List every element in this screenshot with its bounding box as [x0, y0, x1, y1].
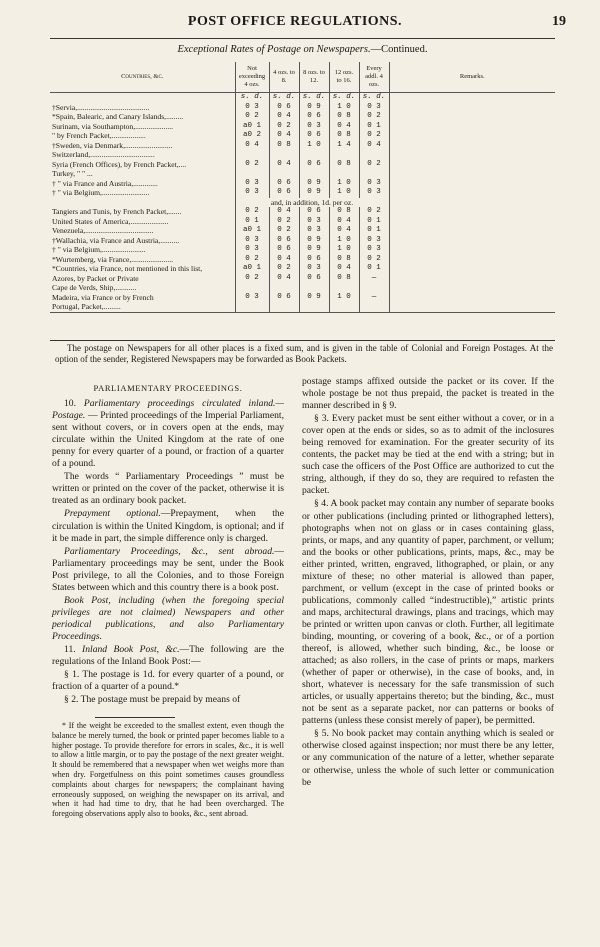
rate-cell: 0 3: [235, 236, 269, 246]
table-row: [50, 122, 555, 132]
header-rate-col-4: 12 ozs. to 16.: [329, 62, 359, 93]
rate-cell: 0 6: [299, 207, 329, 217]
table-row: [50, 207, 555, 217]
rate-cell: 0 1: [235, 217, 269, 227]
rate-cell: 0 6: [269, 245, 299, 255]
rate-cell: a0 1: [235, 226, 269, 236]
rate-cell: 0 2: [359, 207, 389, 217]
header-rate-col-5: Every addl. 4 ozs.: [359, 62, 389, 93]
rate-cell: 0 9: [299, 245, 329, 255]
rate-cell: [329, 150, 359, 160]
rate-cell: [269, 150, 299, 160]
table-caption: Exceptional Rates of Postage on Newspapers.—Continued.: [177, 44, 428, 55]
rate-cell: [299, 169, 329, 179]
table-bottom-rule: [50, 340, 555, 341]
remarks-cell: [389, 169, 555, 179]
table-row: [50, 131, 555, 141]
table-note: The postage on Newspapers for all other places is a fixed sum, and is given in the table of Colonial and Foreign Postages. At the option of the sender, Registered Newspapers may be forwarded as Book Packets.: [55, 343, 553, 364]
table-row: [50, 188, 555, 198]
remarks-cell: [389, 217, 555, 227]
rate-cell: 0 6: [269, 293, 299, 303]
country-cell: †Servia,......................................: [52, 102, 150, 112]
rate-cell: 0 6: [269, 188, 299, 198]
table-row: [50, 160, 555, 170]
rate-cell: 0 3: [235, 103, 269, 113]
page-number: 19: [552, 14, 566, 29]
remarks-cell: [389, 141, 555, 151]
table-row: [50, 255, 555, 265]
rate-cell: 0 4: [235, 141, 269, 151]
rate-cell: 1 0: [329, 245, 359, 255]
section-2: § 2. The postage must be prepaid by means of: [64, 694, 241, 706]
remarks-cell: [389, 293, 555, 303]
table-row: [50, 150, 555, 160]
unit-label: s. d.: [269, 93, 299, 103]
rate-cell: 1 0: [329, 236, 359, 246]
unit-label: s. d.: [359, 93, 389, 103]
rate-cell: [299, 302, 329, 312]
rate-cell: 0 4: [329, 226, 359, 236]
remarks-cell: [389, 179, 555, 189]
rate-cell: 0 2: [359, 160, 389, 170]
rate-cell: 0 4: [269, 207, 299, 217]
rate-cell: 0 2: [235, 112, 269, 122]
rate-cell: [269, 302, 299, 312]
section-3: § 3. Every packet must be sent either without a cover, or in a cover open at the ends or sides, so as to admit of the inclosures being removed for examination. For the greater security of its contents, the packet may be tied at the end with a string; but in such case the officers of the Post Office are authorized to cut the string, although, if they do so, they are required to refasten the packet.: [302, 413, 554, 497]
paragraph-words: The words “ Parliamentary Proceedings ” must be written or printed on the cover of the packet, otherwise it is treated as an ordinary book packet.: [52, 471, 284, 507]
table-row: [50, 112, 555, 122]
rate-cell: 0 4: [269, 160, 299, 170]
page-title: POST OFFICE REGULATIONS.: [187, 14, 403, 29]
running-header: [52, 14, 566, 36]
table-row: [50, 226, 555, 236]
rate-cell: 0 1: [359, 122, 389, 132]
table-row: [50, 245, 555, 255]
rate-cell: 0 4: [269, 131, 299, 141]
rate-cell: 0 6: [299, 255, 329, 265]
remarks-cell: [389, 150, 555, 160]
addition-note-cell: and, in addition, 1d. per oz.: [235, 198, 389, 208]
country-cell: *Spain, Balearic, and Canary Islands,.........: [52, 112, 184, 121]
rate-cell: 0 6: [269, 236, 299, 246]
remarks-cell: [389, 302, 555, 312]
rate-cell: 0 6: [269, 103, 299, 113]
rate-cell: 0 9: [299, 293, 329, 303]
rate-cell: [269, 169, 299, 179]
table-row: [50, 141, 555, 151]
header-rate-col-3: 8 ozs. to 12.: [299, 62, 329, 93]
header-remarks: Remarks.: [389, 62, 555, 93]
country-cell: Surinam, via Southampton,....................: [52, 121, 174, 131]
rate-cell: [235, 150, 269, 160]
rate-cell: 1 0: [329, 188, 359, 198]
unit-label: s. d.: [235, 93, 269, 103]
rate-cell: 0 2: [359, 255, 389, 265]
country-cell: † " via Belgium,.......................: [52, 245, 146, 254]
footnote: * If the weight be exceeded to the smallest extent, even though the balance be merely turned, the book or printed paper becomes liable to a higher postage. To provide therefore for errors in scales, &c., it is well to allow a little margin, or to pay the postage of the next greater weight. It should be remembered that a newspaper when wet weighs more than when dry. Forgetfulness on this point sometimes causes groundless complaints about charges for newspapers; the complainant having erroneously supposed, on weighing the newspaper on its arrival, and when it had had time to dry, that he had been overcharged. The foregoing observations apply also to books, &c., sent abroad.: [52, 721, 284, 819]
rate-cell: 0 4: [329, 264, 359, 274]
paragraph-book-post-heading: Book Post, including (when the foregoing special privileges are not claimed) Newspapers and other periodical publications, and also Parliamentary Proceedings.: [52, 594, 284, 642]
rate-cell: 0 8: [329, 160, 359, 170]
country-cell: [50, 198, 235, 208]
newspaper-rates-table: [50, 62, 555, 313]
header-rate-col-2: 4 ozs. to 8.: [269, 62, 299, 93]
rate-cell: 0 8: [329, 131, 359, 141]
rate-cell: 0 3: [359, 179, 389, 189]
rate-cell: [235, 283, 269, 293]
rate-cell: —: [359, 274, 389, 284]
country-cell: Madeira, via France or by French: [52, 292, 154, 302]
section-heading: PARLIAMENTARY PROCEEDINGS.: [93, 383, 243, 393]
rate-cell: 1 0: [329, 179, 359, 189]
table-header-row: [50, 62, 555, 93]
remarks-cell: [389, 122, 555, 132]
section-1: § 1. The postage is 1d. for every quarter of a pound, or fraction of a quarter of a pound.*: [52, 669, 284, 693]
rate-cell: 0 3: [299, 264, 329, 274]
rate-cell: 0 2: [235, 207, 269, 217]
unit-label: s. d.: [329, 93, 359, 103]
country-cell: Cape de Verds, Ship,...........: [52, 283, 137, 292]
rate-cell: 0 3: [235, 245, 269, 255]
rate-cell: [269, 283, 299, 293]
country-cell: Portugal, Packet,.........: [50, 302, 235, 312]
table-row: [50, 103, 555, 113]
country-cell: *Wurtemberg, via France,......................: [52, 254, 174, 264]
rate-cell: [359, 150, 389, 160]
table-row: [50, 283, 555, 293]
rate-cell: 0 3: [235, 179, 269, 189]
remarks-cell: [389, 245, 555, 255]
rate-cell: [329, 169, 359, 179]
rate-cell: 1 0: [329, 293, 359, 303]
rate-cell: 0 4: [269, 112, 299, 122]
unit-label: s. d.: [299, 93, 329, 103]
rate-cell: 0 3: [299, 217, 329, 227]
remarks-cell: [389, 226, 555, 236]
table-row: [50, 236, 555, 246]
table-row: [50, 217, 555, 227]
rate-cell: 0 8: [329, 207, 359, 217]
rate-cell: 0 9: [299, 188, 329, 198]
rate-cell: 0 8: [269, 141, 299, 151]
rate-cell: 0 3: [299, 122, 329, 132]
rate-cell: 0 3: [359, 236, 389, 246]
rate-cell: 0 3: [235, 188, 269, 198]
paragraph-10: 10. Parliamentary proceedings circulated inland.—Postage. — Printed proceedings of the Imperial Parliament, sent without covers, or in covers open at the ends, may circulate within the United Kingdom at the rate of one penny for every quarter of a pound, or fraction of a quarter of a pound.: [52, 398, 284, 470]
rate-cell: [299, 283, 329, 293]
section-4: § 4. A book packet may contain any number of separate books or other publications (including printed or lithographed letters), photographs when not on glass or in cases containing glass, prints, or maps, and any quantity of paper, parchment, or vellum; and the books or other publications, prints, maps, &c., may be either printed, written, engraved, lithographed, or plain, or any mixture of these; no other material is allowed than paper, parchment, or vellum (except in the case of printed books or publications, commonly called “indestructible),” artistic prints and maps, architectural drawings, plans and tracings, which may be printed or written upon canvas or cloth. Further, all legitimate binding, mounting, or covering of a book, &c., or of a portion thereof, is allowed, whether such binding, &c., be loose or attached; as also rollers, in the case of prints or maps, markers (whether of paper or otherwise), in the case of books, and, in short, whatever is necessary for the safe transmission of such articles, or usually appertains thereto; but the binding, &c., must not be sent as a separate packet, nor can patterns or books of patterns (unless these consist merely of paper), be permitted.: [302, 498, 554, 727]
table-row: [50, 293, 555, 303]
country-cell: Azores, by Packet or Private: [52, 273, 139, 283]
section-5: § 5. No book packet may contain anything which is sealed or otherwise closed against inspection; nor must there be any letter, or any communication of the nature of a letter, whether separate or otherwise, unless the whole of such letter or communication be: [302, 728, 554, 788]
rate-cell: 0 2: [235, 274, 269, 284]
rate-cell: a0 2: [235, 131, 269, 141]
country-cell: *Countries, via France, not mentioned in this list,: [52, 264, 203, 273]
country-cell: United States of America,....................: [52, 216, 169, 226]
rate-cell: 0 2: [359, 112, 389, 122]
country-cell: †Wallachia, via France and Austria,..........: [52, 235, 180, 245]
rate-cell: 1 0: [299, 141, 329, 151]
header-rate-col-1: Not exceeding 4 ozs.: [235, 62, 269, 93]
rate-cell: 0 6: [269, 179, 299, 189]
rate-cell: 0 1: [359, 264, 389, 274]
rate-cell: [329, 283, 359, 293]
country-cell: † " via France and Austria,.............: [52, 178, 158, 188]
rate-cell: 0 4: [269, 255, 299, 265]
rate-cell: 0 2: [235, 160, 269, 170]
rate-cell: 0 2: [359, 131, 389, 141]
remarks-cell: [389, 255, 555, 265]
table-row: [50, 302, 555, 312]
country-cell: Turkey, " " ...: [52, 169, 93, 178]
rate-cell: [359, 283, 389, 293]
rate-cell: 0 8: [329, 112, 359, 122]
rate-cell: 0 8: [329, 274, 359, 284]
rate-cell: [359, 302, 389, 312]
right-column: [302, 376, 554, 790]
country-cell: Syria (French Offices), by French Packet,....: [52, 159, 187, 169]
country-cell: " by French Packet,..................: [52, 131, 146, 140]
rate-cell: 0 4: [329, 217, 359, 227]
rate-cell: [235, 302, 269, 312]
rate-cell: [329, 302, 359, 312]
paragraph-prepayment: Prepayment optional.—Prepayment, when the circulation is within the United Kingdom, is optional; and if it be made in part, the simple difference only is charged.: [52, 508, 284, 544]
header-countries: Countries, &c.: [50, 62, 235, 93]
rate-cell: —: [359, 293, 389, 303]
table-row: [50, 274, 555, 284]
remarks-cell: [389, 198, 555, 208]
remarks-cell: [389, 207, 555, 217]
table-row: [50, 264, 555, 274]
table-row: [50, 198, 555, 208]
rate-cell: 0 3: [359, 188, 389, 198]
rate-cell: 0 6: [299, 131, 329, 141]
country-cell: Tangiers and Tunis, by French Packet,.......: [52, 207, 182, 216]
rate-cell: 0 4: [269, 274, 299, 284]
country-cell: †Sweden, via Denmark,.........................: [52, 140, 173, 150]
rate-cell: 0 2: [269, 226, 299, 236]
rate-cell: 0 4: [329, 122, 359, 132]
table-row: [50, 179, 555, 189]
rate-cell: 0 1: [359, 226, 389, 236]
country-cell: Venezuela,....................................: [52, 226, 154, 235]
remarks-cell: [389, 131, 555, 141]
section-2-continued: postage stamps affixed outside the packet or its cover. If the whole postage be not thus prepaid, the packet is treated in the manner described in § 9.: [302, 376, 554, 412]
rate-cell: 0 4: [359, 141, 389, 151]
table-row: [50, 169, 555, 179]
rate-cell: [359, 169, 389, 179]
paragraph-abroad: Parliamentary Proceedings, &c., sent abroad.—Parliamentary proceedings may be sent, under the Book Post privilege, to all the Colonies, and to those Foreign States between which and this country there is a book post.: [52, 545, 284, 593]
rate-cell: a0 1: [235, 122, 269, 132]
rate-cell: 0 9: [299, 103, 329, 113]
rate-cell: 0 9: [299, 236, 329, 246]
rate-cell: 0 6: [299, 160, 329, 170]
rate-cell: 0 1: [359, 217, 389, 227]
rate-cell: a0 1: [235, 264, 269, 274]
remarks-cell: [389, 103, 555, 113]
rate-cell: 0 6: [299, 112, 329, 122]
rate-cell: 0 2: [269, 264, 299, 274]
header-rule: [50, 38, 555, 39]
remarks-cell: [389, 236, 555, 246]
remarks-cell: [389, 264, 555, 274]
remarks-cell: [389, 160, 555, 170]
rate-cell: 0 3: [235, 293, 269, 303]
rate-cell: [299, 150, 329, 160]
rate-cell: 0 6: [299, 274, 329, 284]
rate-cell: 0 2: [269, 217, 299, 227]
rate-cell: 0 3: [359, 245, 389, 255]
rate-cell: 0 2: [235, 255, 269, 265]
units-row: [50, 93, 555, 103]
footnote-separator: [95, 717, 175, 718]
paragraph-11: 11. Inland Book Post, &c.—The following are the regulations of the Inland Book Post:—: [52, 643, 284, 668]
remarks-cell: [389, 112, 555, 122]
remarks-cell: [389, 274, 555, 284]
remarks-cell: [389, 283, 555, 293]
country-cell: † " via Belgium,.........................: [52, 188, 150, 197]
rate-cell: [235, 169, 269, 179]
rate-cell: 0 8: [329, 255, 359, 265]
rate-cell: 0 9: [299, 179, 329, 189]
rate-cell: 0 3: [359, 103, 389, 113]
rate-cell: 0 2: [269, 122, 299, 132]
rate-cell: 0 3: [299, 226, 329, 236]
rate-cell: 1 4: [329, 141, 359, 151]
remarks-cell: [389, 188, 555, 198]
rate-cell: 1 0: [329, 103, 359, 113]
left-column: [52, 376, 284, 707]
country-cell: Switzerland,..................................: [52, 150, 155, 159]
